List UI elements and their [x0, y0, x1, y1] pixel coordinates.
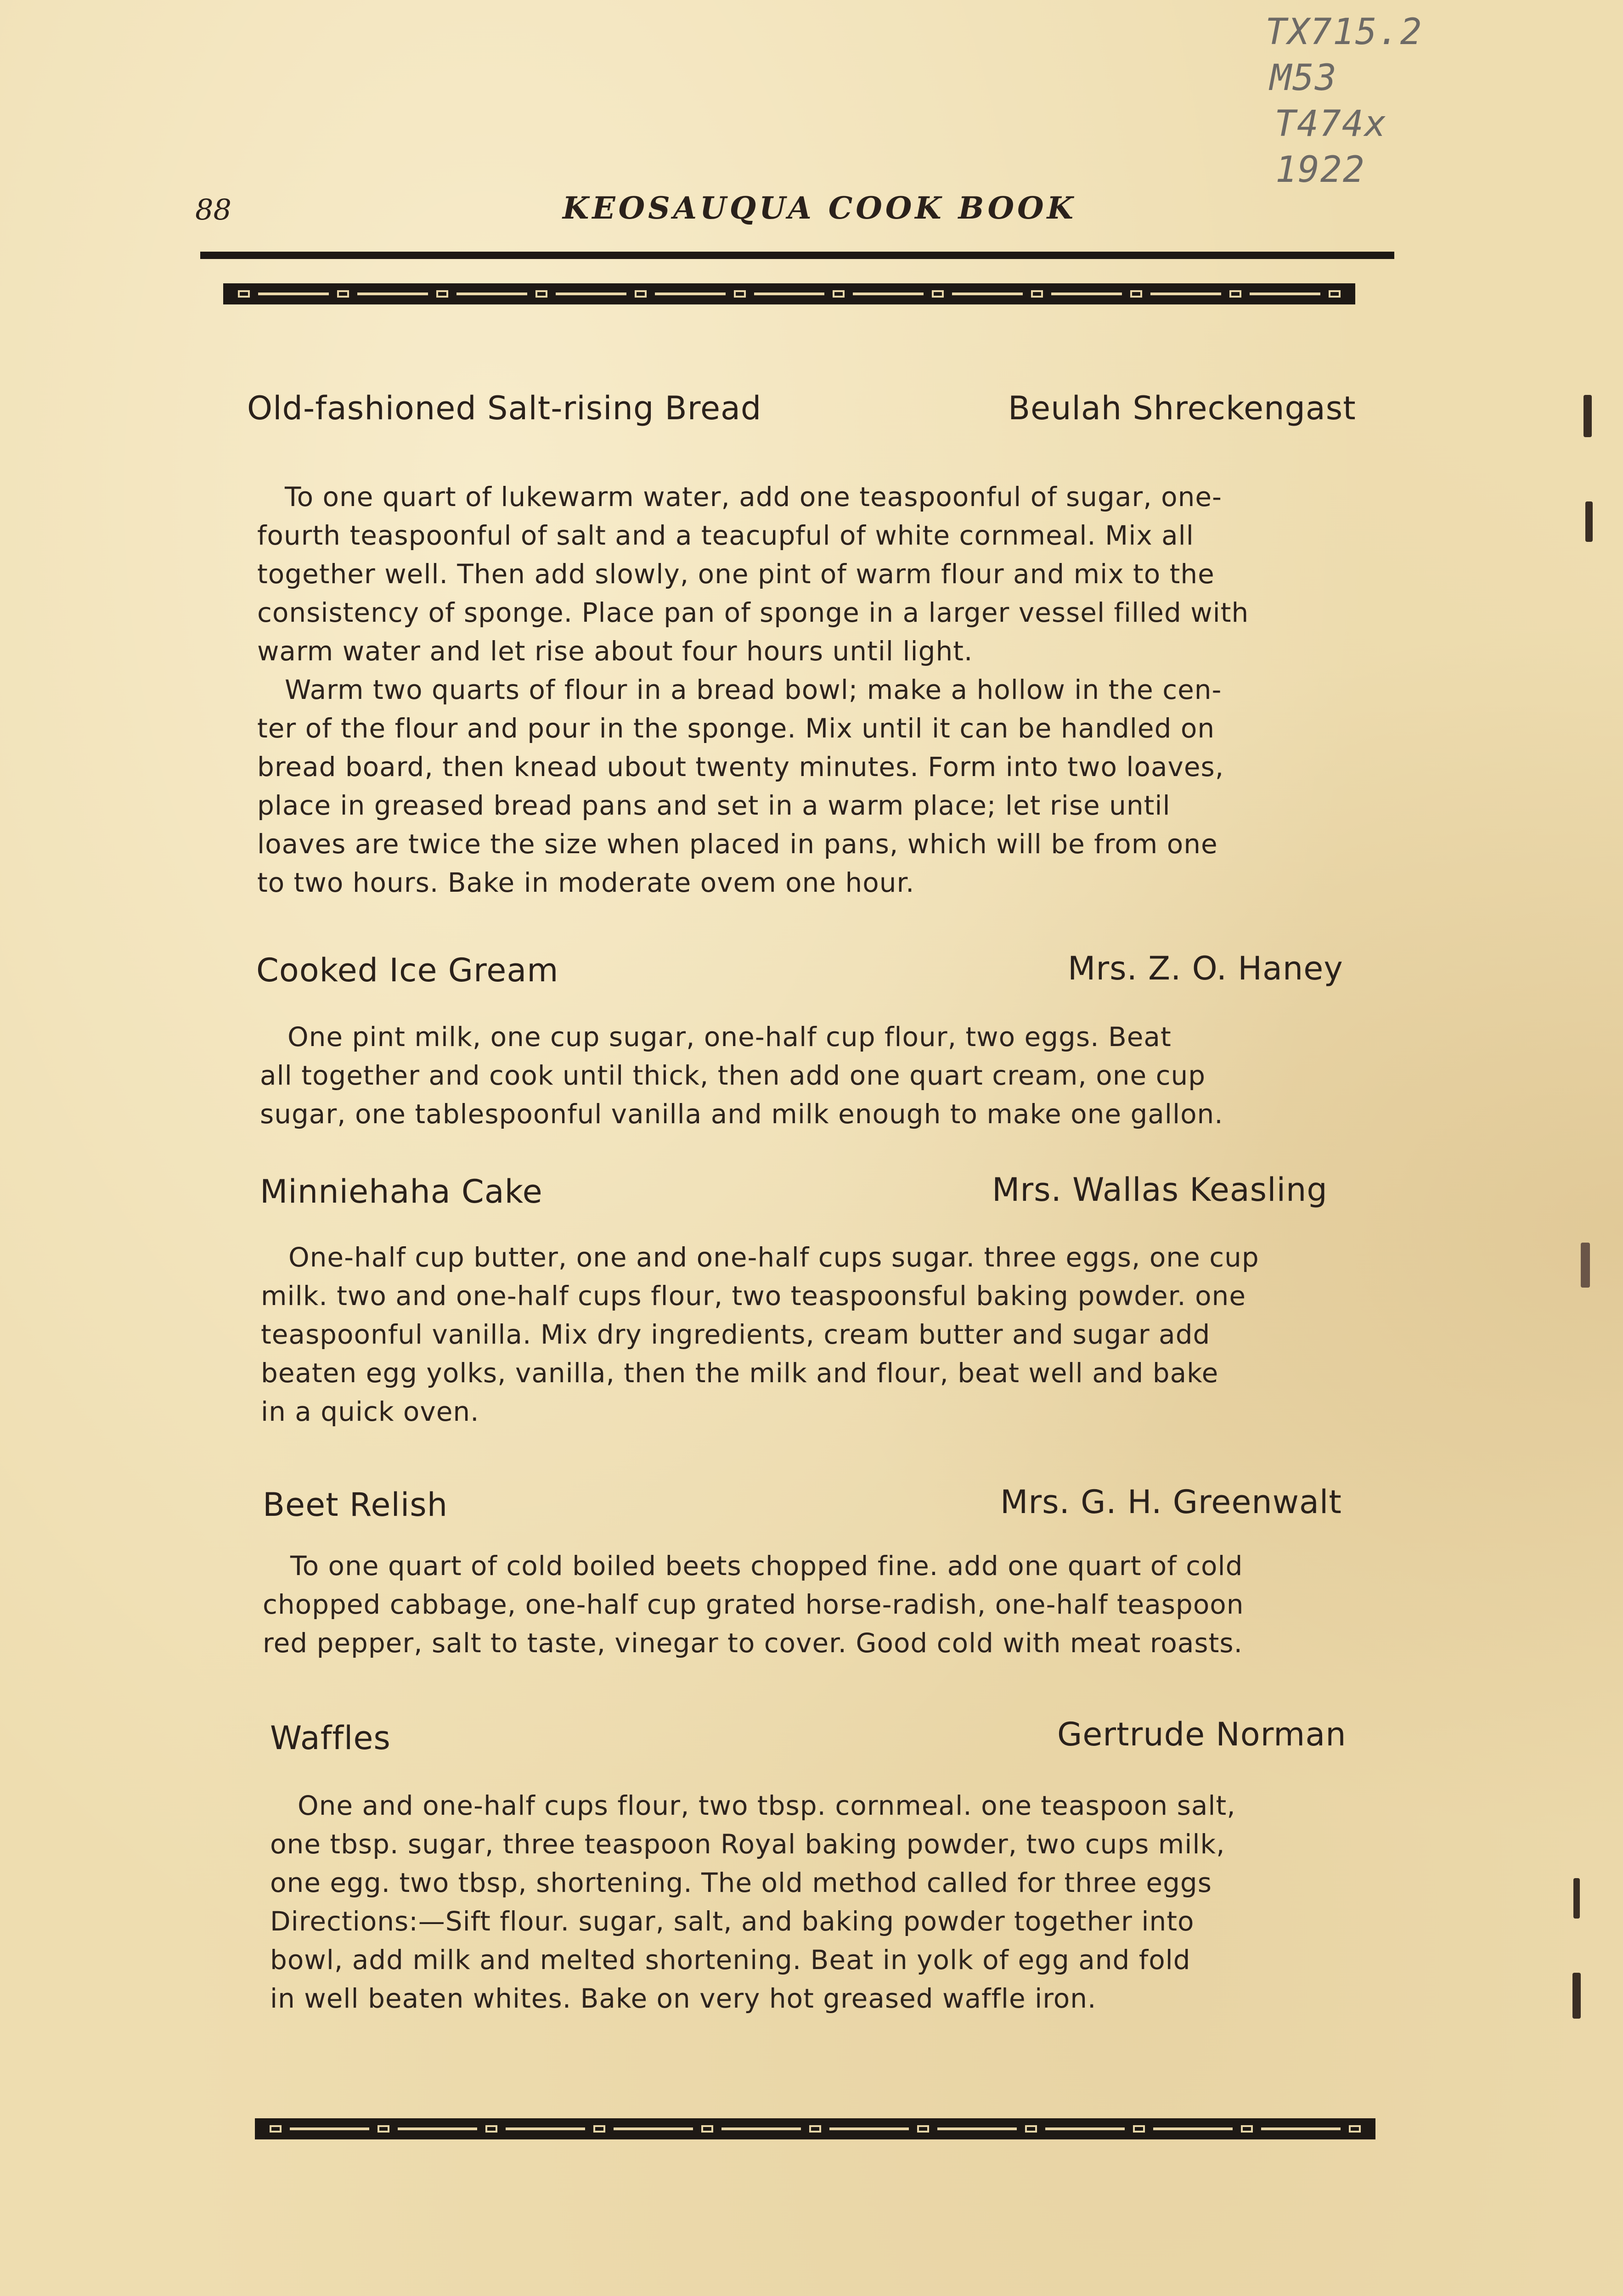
recipe-title: Cooked Ice Gream [256, 951, 559, 989]
recipe-line: teaspoonful vanilla. Mix dry ingredients, cream butter and sugar add [261, 1319, 1211, 1350]
ornament-pattern [270, 2122, 1361, 2136]
recipe-title: Beet Relish [263, 1486, 448, 1524]
recipe-line: fourth teaspoonful of salt and a teacupful of white cornmeal. Mix all [257, 520, 1194, 551]
recipe-body [257, 478, 1249, 902]
top-ornamental-border [223, 283, 1355, 304]
recipe-line: Directions:—Sift flour. sugar, salt, and baking powder together into [270, 1906, 1195, 1937]
recipe-title: Minniehaha Cake [260, 1173, 543, 1210]
recipe-author: Mrs. Wallas Keasling [992, 1171, 1328, 1209]
recipe-line: ter of the flour and pour in the sponge. Mix until it can be handled on [257, 713, 1215, 744]
recipe-line: To one quart of lukewarm water, add one teaspoonful of sugar, one- [285, 481, 1222, 512]
recipe-body [261, 1238, 1259, 1431]
recipe-line: milk. two and one-half cups flour, two teaspoonsful baking powder. one [261, 1280, 1246, 1311]
recipe-author: Mrs. G. H. Greenwalt [1000, 1483, 1342, 1521]
recipe-line: Warm two quarts of flour in a bread bowl; make a hollow in the cen- [285, 674, 1222, 705]
recipe-author: Beulah Shreckengast [1008, 389, 1356, 427]
recipe-body [263, 1547, 1244, 1662]
recipe-line: One and one-half cups flour, two tbsp. cornmeal. one teaspoon salt, [298, 1790, 1236, 1821]
recipe-line: sugar, one tablespoonful vanilla and milk enough to make one gallon. [260, 1098, 1223, 1130]
recipe-line: in well beaten whites. Bake on very hot greased waffle iron. [270, 1983, 1097, 2014]
recipe-line: one tbsp. sugar, three teaspoon Royal baking powder, two cups milk, [270, 1829, 1225, 1860]
recipe-line: warm water and let rise about four hours until light. [257, 636, 973, 667]
bottom-ornamental-border [255, 2118, 1375, 2139]
running-title: KEOSAUQUA COOK BOOK [563, 190, 1077, 226]
recipe-line: in a quick oven. [261, 1396, 479, 1427]
recipe-line: loaves are twice the size when placed in pans, which will be from one [257, 828, 1218, 860]
recipe-line: to two hours. Bake in moderate ovem one hour. [257, 867, 915, 898]
recipe-line: chopped cabbage, one-half cup grated horse-radish, one-half teaspoon [263, 1589, 1244, 1620]
margin-binding-mark [1581, 1243, 1590, 1288]
recipe-line: one egg. two tbsp, shortening. The old method called for three eggs [270, 1867, 1212, 1898]
pencil-note-line: TX715.2 [1265, 11, 1423, 53]
recipe-line: To one quart of cold boiled beets chopped fine. add one quart of cold [290, 1550, 1243, 1581]
recipe-line: all together and cook until thick, then add one quart cream, one cup [260, 1060, 1206, 1091]
pencil-catalog-note [1265, 9, 1458, 193]
recipe-line: One pint milk, one cup sugar, one-half cup flour, two eggs. Beat [287, 1021, 1172, 1052]
margin-binding-mark [1585, 501, 1593, 542]
recipe-author: Mrs. Z. O. Haney [1068, 950, 1343, 987]
recipe-line: beaten egg yolks, vanilla, then the milk and flour, beat well and bake [261, 1357, 1219, 1389]
margin-binding-mark [1573, 1878, 1580, 1919]
header-rule [200, 252, 1394, 259]
recipe-author: Gertrude Norman [1057, 1716, 1347, 1753]
recipe-line: bread board, then knead ubout twenty minutes. Form into two loaves, [257, 751, 1224, 782]
recipe-line: place in greased bread pans and set in a warm place; let rise until [257, 790, 1171, 821]
recipe-line: bowl, add milk and melted shortening. Beat in yolk of egg and fold [270, 1944, 1191, 1975]
margin-binding-mark [1572, 1973, 1581, 2019]
pencil-note-line: M53 [1270, 57, 1337, 99]
pencil-note-line: 1922 [1275, 149, 1365, 191]
page-number: 88 [195, 193, 231, 226]
recipe-line: red pepper, salt to taste, vinegar to cover. Good cold with meat roasts. [263, 1627, 1243, 1659]
recipe-line: One-half cup butter, one and one-half cups sugar. three eggs, one cup [288, 1242, 1259, 1273]
margin-binding-mark [1584, 395, 1592, 437]
recipe-line: consistency of sponge. Place pan of sponge in a larger vessel filled with [257, 597, 1249, 628]
recipe-line: together well. Then add slowly, one pint of warm flour and mix to the [257, 558, 1215, 590]
ornament-pattern [238, 287, 1341, 301]
pencil-note-line: T474x [1274, 103, 1387, 145]
recipe-title: Old-fashioned Salt-rising Bread [247, 389, 762, 427]
recipe-title: Waffles [270, 1719, 391, 1757]
recipe-body [260, 1018, 1223, 1133]
recipe-body [270, 1786, 1236, 2018]
